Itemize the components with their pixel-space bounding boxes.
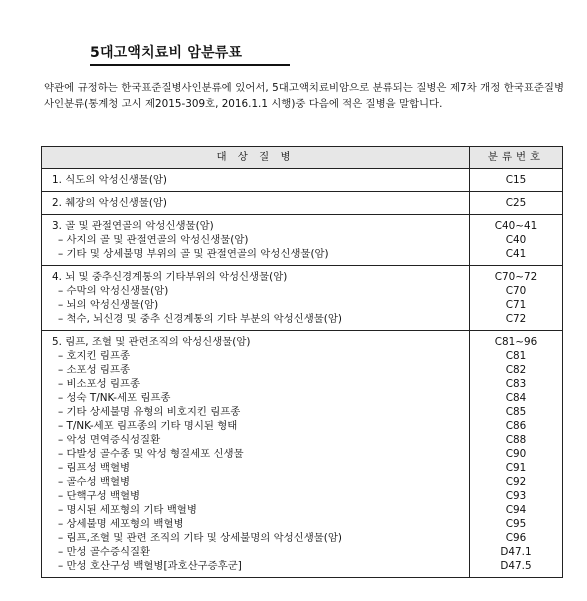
disease-category: 2. 췌장의 악성신생물(암): [52, 197, 167, 209]
classification-code: C70∼72: [494, 271, 538, 283]
disease-cell: [42, 266, 470, 331]
disease-subitem: – 호지킨 림프종: [58, 350, 131, 362]
disease-subitem: – 수막의 악성신생물(암): [58, 285, 169, 297]
classification-code: C85: [505, 406, 527, 418]
classification-code: C15: [505, 174, 527, 186]
code-cell: [470, 266, 563, 331]
title-underline: [90, 64, 290, 66]
disease-subitem: – 사지의 골 및 관절연골의 악성신생물(암): [58, 234, 249, 246]
code-cell: [470, 169, 563, 192]
classification-code: C41: [505, 248, 527, 260]
code-cell: [470, 215, 563, 266]
header-code: 분류번호: [470, 147, 563, 169]
table-row: [42, 215, 563, 266]
classification-code: C91: [505, 462, 527, 474]
disease-subitem: – 소포성 림프종: [58, 364, 131, 376]
classification-code: C86: [505, 420, 527, 432]
disease-category: 4. 뇌 및 중추신경계통의 기타부위의 악성신생물(암): [52, 271, 288, 283]
classification-code: C88: [505, 434, 527, 446]
disease-cell: [42, 192, 470, 215]
disease-subitem: – 단핵구성 백혈병: [58, 490, 141, 502]
disease-subitem: – 만성 골수증식질환: [58, 546, 151, 558]
classification-code: C40: [505, 234, 527, 246]
disease-cell: [42, 215, 470, 266]
table-row: [42, 169, 563, 192]
page-title: 5대고액치료비 암분류표: [90, 45, 243, 61]
classification-code: C40∼41: [494, 220, 538, 232]
disease-cell: [42, 169, 470, 192]
disease-subitem: – 명시된 세포형의 기타 백혈병: [58, 504, 197, 516]
classification-code: D47.5: [500, 560, 532, 572]
classification-code: C81: [505, 350, 527, 362]
disease-subitem: – 악성 면역증식성질환: [58, 434, 161, 446]
classification-code: C71: [505, 299, 527, 311]
classification-code: C96: [505, 532, 527, 544]
classification-code: D47.1: [500, 546, 532, 558]
classification-code: C94: [505, 504, 527, 516]
code-cell: [470, 192, 563, 215]
table-body: [42, 169, 563, 578]
classification-code: C25: [505, 197, 527, 209]
disease-subitem: – 성숙 T/NK-세포 림프종: [58, 392, 171, 404]
disease-category: 5. 림프, 조혈 및 관련조직의 악성신생물(암): [52, 336, 251, 348]
classification-code: C72: [505, 313, 527, 325]
disease-subitem: – 척수, 뇌신경 및 중추 신경계통의 기타 부분의 악성신생물(암): [58, 313, 342, 325]
disease-subitem: – 골수성 백혈병: [58, 476, 131, 488]
disease-subitem: – 상세불명 세포형의 백혈병: [58, 518, 184, 530]
disease-subitem: – 기타 상세불명 유형의 비호지킨 림프종: [58, 406, 241, 418]
disease-subitem: – 기타 및 상세불명 부위의 골 및 관절연골의 악성신생물(암): [58, 248, 329, 260]
disease-subitem: – 뇌의 악성신생물(암): [58, 299, 159, 311]
disease-subitem: – 림프,조혈 및 관련 조직의 기타 및 상세불명의 악성신생물(암): [58, 532, 342, 544]
classification-code: C81∼96: [494, 336, 538, 348]
disease-category: 1. 식도의 악성신생물(암): [52, 174, 167, 186]
classification-code: C93: [505, 490, 527, 502]
disease-subitem: – T/NK-세포 림프종의 기타 명시된 형태: [58, 420, 238, 432]
header-disease: 대 상 질 병: [42, 147, 470, 169]
intro-paragraph: 약관에 규정하는 한국표준질병사인분류에 있어서, 5대고액치료비암으로 분류되는 질병은 제7차 개정 한국표준질병사인분류(통계청 고시 제2015-309호, 2016.1.1 시행)중 다음에 적은 질병을 말합니다.: [44, 82, 564, 110]
disease-cell: [42, 331, 470, 578]
disease-subitem: – 림프성 백혈병: [58, 462, 131, 474]
disease-subitem: – 비소포성 림프종: [58, 378, 141, 390]
classification-code: C70: [505, 285, 527, 297]
disease-subitem: – 만성 호산구성 백혈병[과호산구증후군]: [58, 560, 242, 572]
table-row: [42, 266, 563, 331]
code-cell: [470, 331, 563, 578]
classification-code: C90: [505, 448, 527, 460]
classification-code: C84: [505, 392, 527, 404]
table-row: [42, 331, 563, 578]
classification-code: C83: [505, 378, 527, 390]
title-block: [90, 42, 290, 62]
disease-category: 3. 골 및 관절연골의 악성신생물(암): [52, 220, 214, 232]
classification-code: C95: [505, 518, 527, 530]
disease-subitem: – 다발성 골수종 및 악성 형질세포 신생물: [58, 448, 244, 460]
cancer-classification-table: [41, 146, 563, 578]
classification-code: C82: [505, 364, 527, 376]
table-header-row: [42, 147, 563, 169]
table-row: [42, 192, 563, 215]
classification-code: C92: [505, 476, 527, 488]
